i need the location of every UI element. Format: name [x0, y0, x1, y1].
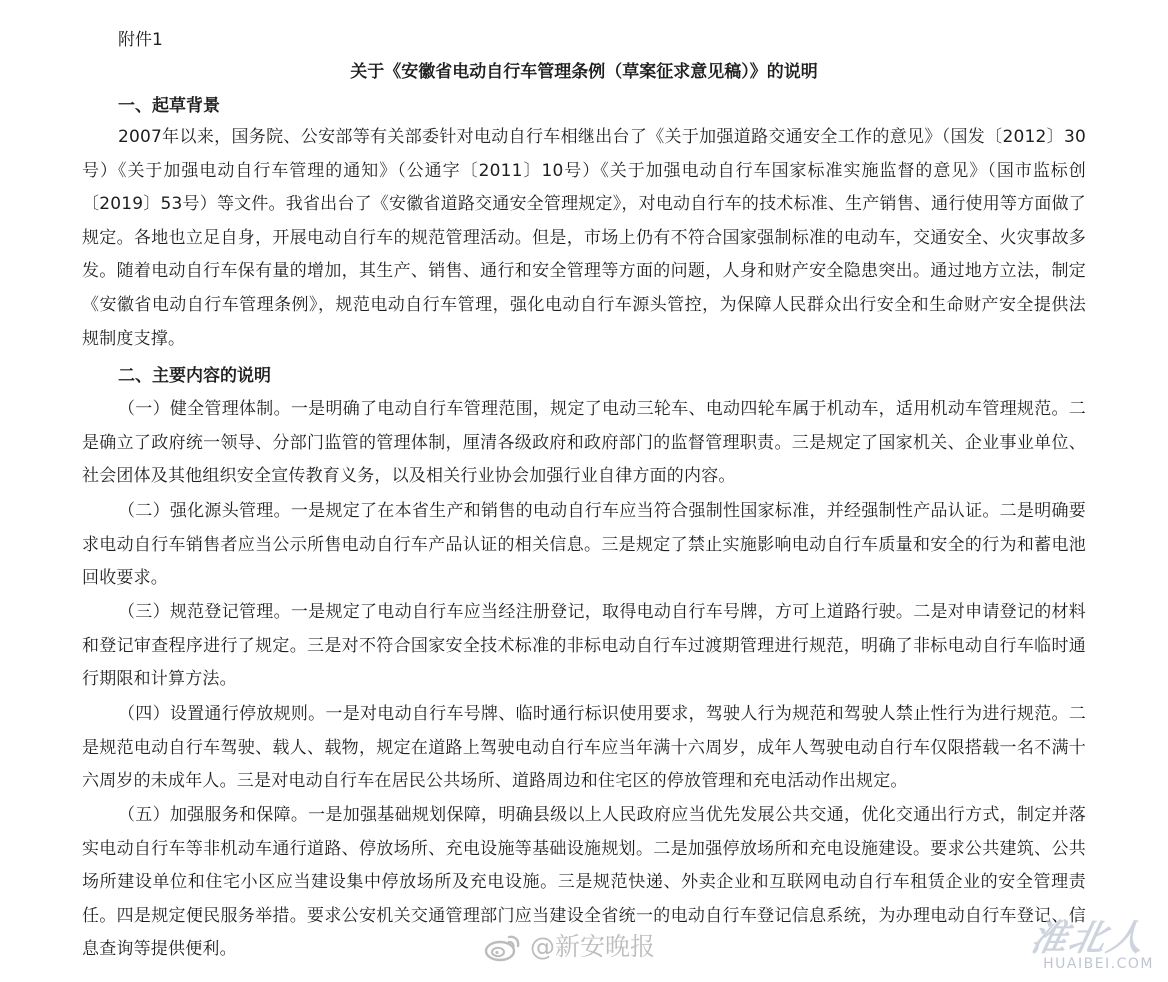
watermark-text: @新安晚报	[530, 932, 656, 961]
paragraph-item-2: （二）强化源头管理。一是规定了在本省生产和销售的电动自行车应当符合强制性国家标准，并经强制性产品认证。二是明确要求电动自行车销售者应当公示所售电动自行车产品认证的相关信息。三是规定了禁止实施影响电动自行车质量和安全的行为和蓄电池回收要求。	[82, 501, 1086, 589]
logo-domain-text: HUAIBEI.COM	[1043, 956, 1154, 972]
weibo-watermark	[484, 929, 655, 965]
document-title: 关于《安徽省电动自行车管理条例（草案征求意见稿）》的说明	[350, 62, 818, 82]
paragraph-item-4: （四）设置通行停放规则。一是对电动自行车号牌、临时通行标识使用要求，驾驶人行为规范和驾驶人禁止性行为进行规范。二是规范电动自行车驾驶、载人、载物，规定在道路上驾驶电动自行车应当年满十六周岁，成年人驾驶电动自行车仅限搭载一名不满十六周岁的未成年人。三是对电动自行车在居民公共场所、道路周边和住宅区的停放管理和充电活动作出规定。	[82, 704, 1086, 792]
attachment-label: 附件1	[118, 30, 163, 50]
paragraph-item-5: （五）加强服务和保障。一是加强基础规划保障，明确县级以上人民政府应当优先发展公共交通，优化交通出行方式，制定并落实电动自行车等非机动车通行道路、停放场所、充电设施等基础设施规划。二是加强停放场所和充电设施建设。要求公共建筑、公共场所建设单位和住宅小区应当建设集中停放场所及充电设施。三是规范快递、外卖企业和互联网电动自行车租赁企业的安全管理责任。四是规定便民服务举措。要求公安机关交通管理部门应当建设全省统一的电动自行车登记信息系统，为办理电动自行车登记、信息查询等提供便利。	[82, 805, 1086, 960]
section-heading-background: 一、起草背景	[118, 96, 220, 116]
paragraph-item-1: （一）健全管理体制。一是明确了电动自行车管理范围，规定了电动三轮车、电动四轮车属于机动车，适用机动车管理规范。二是确立了政府统一领导、分部门监管的管理体制，厘清各级政府和政府部门的监督管理职责。三是规定了国家机关、企业事业单位、社会团体及其他组织安全宣传教育义务，以及相关行业协会加强行业自律方面的内容。	[82, 399, 1086, 487]
section-heading-main-content: 二、主要内容的说明	[118, 366, 271, 386]
logo-script-text: 淮北人	[1026, 917, 1150, 959]
paragraph-item-3: （三）规范登记管理。一是规定了电动自行车应当经注册登记，取得电动自行车号牌，方可上道路行驶。二是对申请登记的材料和登记审查程序进行了规定。三是对不符合国家安全技术标准的非标电动自行车过渡期管理进行规范，明确了非标电动自行车临时通行期限和计算方法。	[82, 602, 1086, 690]
site-logo	[1000, 910, 1160, 974]
paragraph-background: 2007年以来，国务院、公安部等有关部委针对电动自行车相继出台了《关于加强道路交通安全工作的意见》（国发〔2012〕30号）《关于加强电动自行车管理的通知》（公通字〔2011〕10号）《关于加强电动自行车国家标准实施监督的意见》（国市监标创〔2019〕53号）等文件。我省出台了《安徽省道路交通安全管理规定》，对电动自行车的技术标准、生产销售、通行使用等方面做了规定。各地也立足自身，开展电动自行车的规范管理活动。但是，市场上仍有不符合国家强制标准的电动车，交通安全、火灾事故多发。随着电动自行车保有量的增加，其生产、销售、通行和安全管理等方面的问题，人身和财产安全隐患突出。通过地方立法，制定《安徽省电动自行车管理条例》，规范电动自行车管理，强化电动自行车源头管控，为保障人民群众出行安全和生命财产安全提供法规制度支撑。	[82, 127, 1086, 349]
weibo-icon	[484, 932, 522, 962]
